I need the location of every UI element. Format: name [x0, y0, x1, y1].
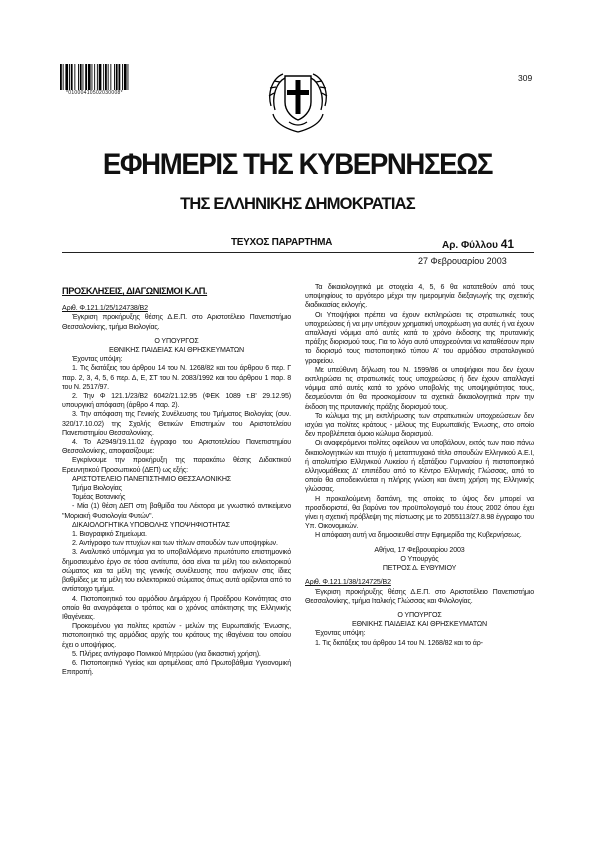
header-divider [62, 252, 534, 253]
left-column [62, 283, 291, 677]
sheet-number: Αρ. Φύλλου 41 [442, 237, 515, 251]
university-name: ΑΡΙΣΤΟΤΕΛΕΙΟ ΠΑΝΕΠΙΣΤΗΜΙΟ ΘΕΣΣΑΛΟΝΙΚΗΣ [72, 474, 232, 483]
gazette-title: ΕΦΗΜΕΡΙΣ ΤΗΣ ΚΥΒΕΡΝΗΣΕΩΣ [102, 148, 493, 181]
department-name: Τμήμα Βιολογίας [72, 484, 122, 493]
decision-reference: Αριθ. Φ.121.1/25/124738/Β2 [62, 304, 148, 313]
paragraph: Εγκρίνουμε την προκήρυξη της παρακάτω θέσης Διδακτικού Ερευνητικού Προσωπικού (ΔΕΠ) ως εξής: [62, 456, 291, 474]
list-item: 2. Αντίγραφο των πτυχίων και των τίτλων σπουδών των υποψηφίων. [72, 539, 278, 548]
paragraph: Οι αναφερόμενοι πολίτες οφείλουν να υποβάλουν, εκτός των ποιο πάνω δικαιολογητικών και πτυχίο ή μεταπτυχιακό τίτλο σπουδών Ελληνικού Α.Ε.Ι, ή απολυτήριο Ελληνικού Λυκείου ή εξατάξιου Γυμνασίου ή πιστοποιητικό ελληνομάθειας Δ' επιπέδου από το Κέντρο Ελληνικής Γλώσσας, από το οποίο θα αποδεικνύεται η πλήρης γνώση και άνετη χρήση της Ελληνικής γλώσσας. [305, 439, 534, 494]
signature-date: Αθήνα, 17 Φεβρουαρίου 2003 [374, 545, 465, 554]
position-description: - Μία (1) θέση ΔΕΠ στη βαθμίδα του Λέκτορα με γνωστικό αντικείμενο "Μοριακή Φυσιολογία Φυτών". [62, 502, 291, 520]
section-heading: ΠΡΟΣΚΛΗΣΕΙΣ, ΔΙΑΓΩΝΙΣΜΟΙ Κ.ΛΠ. [62, 286, 208, 296]
signature-name: ΠΕΤΡΟΣ Δ. ΕΥΘΥΜΙΟΥ [382, 564, 457, 573]
page-number: 309 [518, 73, 533, 83]
paragraph: 3. Την απόφαση της Γενικής Συνέλευσης του Τμήματος Βιολογίας (συν. 320/17.10.02) της Σχολής Θετικών Επιστημών του Αριστοτελείου Πανεπιστημίου Θεσσαλονίκης. [62, 410, 291, 437]
paragraph: Με υπεύθυνη δήλωση του Ν. 1599/86 οι υποψήφιοι που δεν έχουν εκπληρώσει τις στρατιωτικές τους υποχρεώσεις ή δεν έχουν απαλλαγεί νόμιμα από αυτές κατά το χρόνο υποβολής της υποψηφιότητας τους, δεσμεύονται ότι θα προσκομίσουν τα σχετικά δικαιολογητικά πριν την έκδοση της πρυτανικής πράξης διορισμού τους. [305, 365, 534, 411]
considering-label: Έχοντας υπόψη: [315, 629, 366, 638]
ministry-heading: ΕΘΝΙΚΗΣ ΠΑΙΔΕΙΑΣ ΚΑΙ ΘΡΗΣΚΕΥΜΑΤΩΝ [351, 620, 488, 629]
paragraph: Τα δικαιολογητικά με στοιχεία 4, 5, 6 θα κατατεθούν από τους υποψηφίους το αργότερο μέχρι την ημερομηνία διεξαγωγής της σχετικής διαδικασίας εκλογής. [305, 283, 534, 310]
right-column [305, 283, 534, 648]
list-item: Προκειμένου για πολίτες κρατών - μελών της Ευρωπαϊκής Ένωσης, πιστοποιητικό της αρμόδιας αρχής του κράτους της ιθαγένεια του οποίου έχει ο υποψήφιος. [62, 622, 291, 649]
paragraph: 1. Τις διατάξεις του άρθρου 14 του Ν. 1268/82 και το άρ- [315, 638, 483, 647]
signature-role: Ο Υπουργός [400, 554, 439, 563]
decision-reference: Αριθ. Φ.121.1/38/124725/Β2 [305, 578, 391, 587]
list-item: 5. Πλήρες αντίγραφο Ποινικού Μητρώου (για δικαστική χρήση). [72, 649, 261, 658]
paragraph: Η προκαλούμενη δαπάνη, της οποίας το ύψος δεν μπορεί να προσδιοριστεί, θα βαρύνει τον προϋπολογισμό του έτους 2002 όπου έχει γίνει η σχετική πρόβλεψη της πίστωσης με το 2055113/27.8.98 έγγραφο του Υπ. Οικονομικών. [305, 494, 534, 531]
sector-name: Τομέας Βοτανικής [72, 493, 126, 502]
paragraph: 1. Τις διατάξεις του άρθρου 14 του Ν. 1268/82 και του άρθρου 6 περ. Γ παρ. 2, 3, 4, 5, 6 περ. Δ, Ε, ΣΤ του Ν. 2083/1992 και του άρθρου 1 παρ. 8 του Ν. 2517/97. [62, 364, 291, 391]
list-item: 1. Βιογραφικό Σημείωμα. [72, 530, 147, 539]
paragraph: Το κώλυμα της μη εκπλήρωσης των στρατιωτικών υποχρεώσεων δεν ισχύει για πολίτες κράτους - μέλους της Ευρωπαϊκής Ένωσης, στο οποίο δεν προβλέπεται όμοιο κώλυμα διορισμού. [305, 411, 534, 439]
issue-date: 27 Φεβρουαρίου 2003 [418, 256, 507, 266]
barcode-number: *01000410502030008* [66, 90, 123, 96]
gazette-subtitle: ΤΗΣ ΕΛΛΗΝΙΚΗΣ ΔΗΜΟΚΡΑΤΙΑΣ [180, 195, 415, 213]
paragraph: Οι Υποψήφιοι πρέπει να έχουν εκπληρώσει τις στρατιωτικές τους υποχρεώσεις ή να μην υπέχουν χρηματική υποχρέωση για αυτές ή να έχουν απαλλαγεί νόμιμα από αυτές κατά το χρόνο έκδοσης της πρυτανικής πράξης διορισμού τους. Για το λόγο αυτό υποχρεούνται να καταθέσουν πριν το διορισμό τους πιστοποιητικό τύπου Α' του αρμόδιου στρατολογικού γραφείου. [305, 310, 534, 365]
minister-heading: Ο ΥΠΟΥΡΓΟΣ [397, 610, 442, 619]
minister-heading: Ο ΥΠΟΥΡΓΟΣ [154, 336, 199, 345]
list-item: 4. Πιστοποιητικό του αρμόδιου Δημάρχου ή Προέδρου Κοινότητας στο οποίο θα αναγράφεται ο τρόπος και ο χρόνος απόκτησης της Ελληνικής Ιθαγένειας. [62, 594, 291, 621]
documents-heading: ΔΙΚΑΙΟΛΟΓΗΤΙΚΑ ΥΠΟΒΟΛΗΣ ΥΠΟΨΗΦΙΟΤΗΤΑΣ [72, 520, 230, 529]
list-item: 3. Αναλυτικό υπόμνημα για το υποβαλλόμενο πρωτότυπο επιστημονικό δημοσιευμένο έργο σε τόσα αντίτυπα, όσα είναι τα μέλη του εκλεκτορικού σώματος και τα μέλη της γενικής συνέλευσης που ανήκουν στις ίδιες βαθμίδες με τα μέλη του εκλεκτορικού σώματος όπως αυτά ορίζονται από το αντίστοιχο τμήμα. [62, 548, 291, 594]
paragraph: 2. Την Φ 121.1/23/Β2 6042/21.12.95 (ΦΕΚ 1089 τ.Β' 29.12.95) υπουργική απόφαση (άρθρο 4 παρ. 2). [62, 392, 291, 410]
paragraph: 4. Το Α2949/19.11.02 έγγραφο του Αριστοτελείου Πανεπιστημίου Θεσσαλονίκης, αποφασίζουμε: [62, 438, 291, 456]
coat-of-arms-emblem [265, 66, 331, 136]
issue-type: ΤΕΥΧΟΣ ΠΑΡΑΡΤΗΜΑ [231, 237, 333, 248]
ministry-heading: ΕΘΝΙΚΗΣ ΠΑΙΔΕΙΑΣ ΚΑΙ ΘΡΗΣΚΕΥΜΑΤΩΝ [108, 346, 245, 355]
decision-intro: Έγκριση προκήρυξης θέσης Δ.Ε.Π. στο Αριστοτέλειο Πανεπιστήμιο Θεσσαλονίκης, τμήμα Βιολογίας. [62, 313, 291, 331]
considering-label: Έχοντας υπόψη: [72, 355, 123, 364]
barcode [60, 64, 152, 90]
paragraph: Η απόφαση αυτή να δημοσιευθεί στην Εφημερίδα της Κυβερνήσεως. [315, 531, 522, 540]
decision-intro: Έγκριση προκήρυξης θέσης Δ.Ε.Π. στο Αριστοτέλειο Πανεπιστήμιο Θεσσαλονίκης, τμήμα Ιταλικής Γλώσσας και Φιλολογίας. [305, 587, 534, 605]
list-item: 6. Πιστοποιητικό Υγείας και αρτιμέλειας από Πρωτοβάθμια Υγειονομική Επιτροπή. [62, 658, 291, 677]
